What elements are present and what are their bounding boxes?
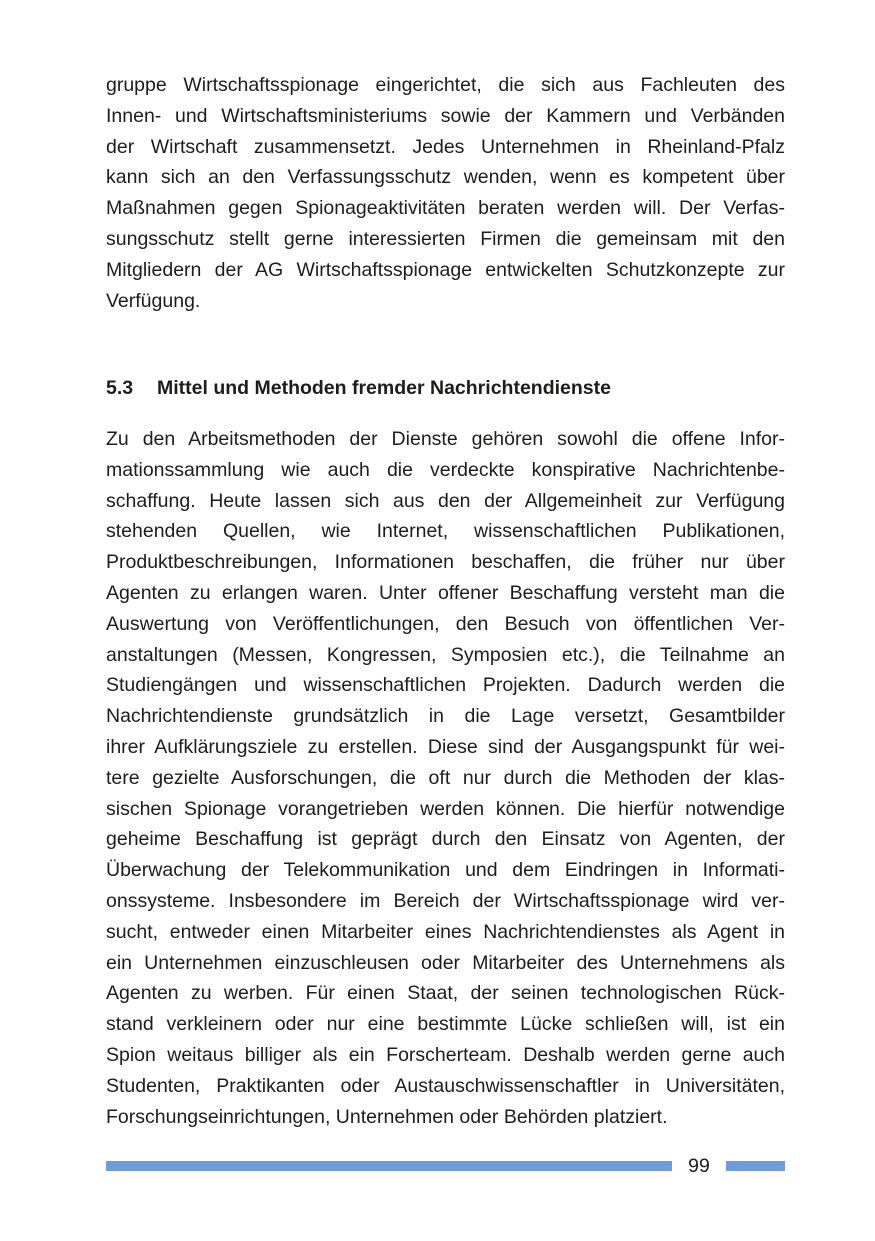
text-line: Nachrichtendienste grundsätzlich in die Lage versetzt, Gesamtbilder bbox=[106, 705, 785, 728]
section-heading bbox=[106, 373, 785, 403]
text-line: sucht, entweder einen Mitarbeiter eines Nachrichtendienstes als Agent in bbox=[106, 920, 785, 943]
footer-rule-right bbox=[726, 1161, 785, 1171]
text-line: kann sich an den Verfassungsschutz wenden, wenn es kompetent über bbox=[106, 166, 785, 189]
text-line: Agenten zu werben. Für einen Staat, der seinen technologischen Rück- bbox=[106, 982, 785, 1005]
section-title: Mittel und Methoden fremder Nachrichtendienste bbox=[157, 377, 611, 399]
text-line: Überwachung der Telekommunikation und dem Eindringen in Informati- bbox=[106, 859, 785, 882]
text-line: Produktbeschreibungen, Informationen beschaffen, die früher nur über bbox=[106, 551, 785, 574]
text-line: Forschungseinrichtungen, Unternehmen oder Behörden platziert. bbox=[106, 1105, 668, 1128]
text-line: ein Unternehmen einzuschleusen oder Mitarbeiter des Unternehmens als bbox=[106, 951, 785, 974]
text-line: Agenten zu erlangen waren. Unter offener Beschaffung versteht man die bbox=[106, 581, 785, 604]
text-line: gruppe Wirtschaftsspionage eingerichtet, die sich aus Fachleuten des bbox=[106, 74, 785, 96]
text-line: schaffung. Heute lassen sich aus den der Allgemeinheit zur Verfügung bbox=[106, 489, 785, 512]
section-number: 5.3 bbox=[106, 377, 134, 399]
text-line: Studenten, Praktikanten oder Austauschwissenschaftler in Universitäten, bbox=[106, 1074, 785, 1097]
footer-rule-left bbox=[106, 1161, 672, 1171]
text-line: onssysteme. Insbesondere im Bereich der Wirtschaftsspionage wird ver- bbox=[106, 889, 785, 912]
text-line: Auswertung von Veröffentlichungen, den Besuch von öffentlichen Ver- bbox=[106, 612, 785, 635]
body-paragraph bbox=[106, 424, 785, 1132]
text-line: Zu den Arbeitsmethoden der Dienste gehören sowohl die offene Infor- bbox=[106, 428, 785, 450]
text-line: Mitgliedern der AG Wirtschaftsspionage entwickelten Schutzkonzepte zur bbox=[106, 258, 785, 281]
text-line: Innen- und Wirtschaftsministeriums sowie der Kammern und Verbänden bbox=[106, 104, 785, 127]
text-line: Verfügung. bbox=[106, 289, 201, 312]
page-number: 99 bbox=[688, 1155, 710, 1177]
text-line: Studiengängen und wissenschaftlichen Projekten. Dadurch werden die bbox=[106, 674, 785, 697]
text-line: tere gezielte Ausforschungen, die oft nur durch die Methoden der klas- bbox=[106, 766, 785, 789]
text-line: stehenden Quellen, wie Internet, wissenschaftlichen Publikationen, bbox=[106, 520, 785, 543]
text-line: mationssammlung wie auch die verdeckte konspirative Nachrichtenbe- bbox=[106, 458, 785, 481]
text-line: Maßnahmen gegen Spionageaktivitäten beraten werden will. Der Verfas- bbox=[106, 197, 785, 220]
text-line: ihrer Aufklärungsziele zu erstellen. Diese sind der Ausgangspunkt für wei- bbox=[106, 735, 785, 758]
text-line: geheime Beschaffung ist geprägt durch den Einsatz von Agenten, der bbox=[106, 828, 785, 851]
text-line: stand verkleinern oder nur eine bestimmte Lücke schließen will, ist ein bbox=[106, 1013, 785, 1036]
text-line: sungsschutz stellt gerne interessierten Firmen die gemeinsam mit den bbox=[106, 227, 785, 250]
text-line: der Wirtschaft zusammensetzt. Jedes Unternehmen in Rheinland-Pfalz bbox=[106, 135, 785, 158]
text-line: sischen Spionage vorangetrieben werden können. Die hierfür notwendige bbox=[106, 797, 785, 820]
text-line: Spion weitaus billiger als ein Forscherteam. Deshalb werden gerne auch bbox=[106, 1043, 785, 1066]
intro-paragraph bbox=[106, 70, 785, 316]
text-line: anstaltungen (Messen, Kongressen, Symposien etc.), die Teilnahme an bbox=[106, 643, 785, 666]
